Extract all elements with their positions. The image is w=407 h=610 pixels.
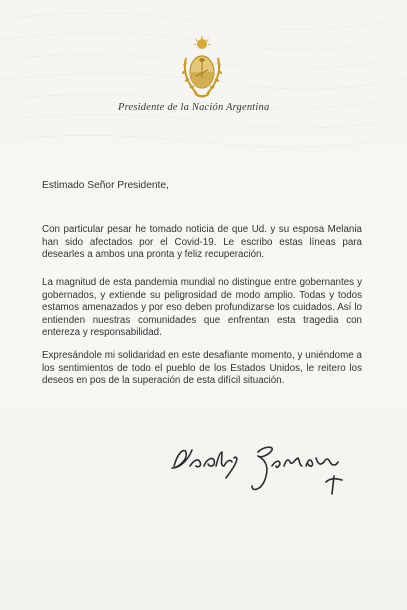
letterhead-title: Presidente de la Nación Argentina [118,102,270,113]
paragraph-3: Expresándole mi solidaridad en este desafiante momento, y uniéndome a los sentimientos de todo el pueblo de los Estados Unidos, le reitero los deseos en pos de la superación de esta difícil situación. [42,350,362,387]
paragraph-2: La magnitud de esta pandemia mundial no distingue entre gobernantes y gobernados, y extiende su peligrosidad de modo amplio. Todas y todos estamos amenazados y por eso deben profundizarse los cuidados. Así lo entienden nuestras comunidades que enfrentan esta tragedia con entereza y responsabilidad. [42,277,362,339]
argentina-coat-of-arms-icon [177,34,227,100]
salutation: Estimado Señor Presidente, [42,180,169,191]
handwritten-signature [160,438,360,502]
paragraph-1: Con particular pesar he tomado noticia de que Ud. y su esposa Melania han sido afectados por el Covid-19. Le escribo estas líneas para desearles a ambos una pronta y feliz recuperación. [42,224,362,261]
